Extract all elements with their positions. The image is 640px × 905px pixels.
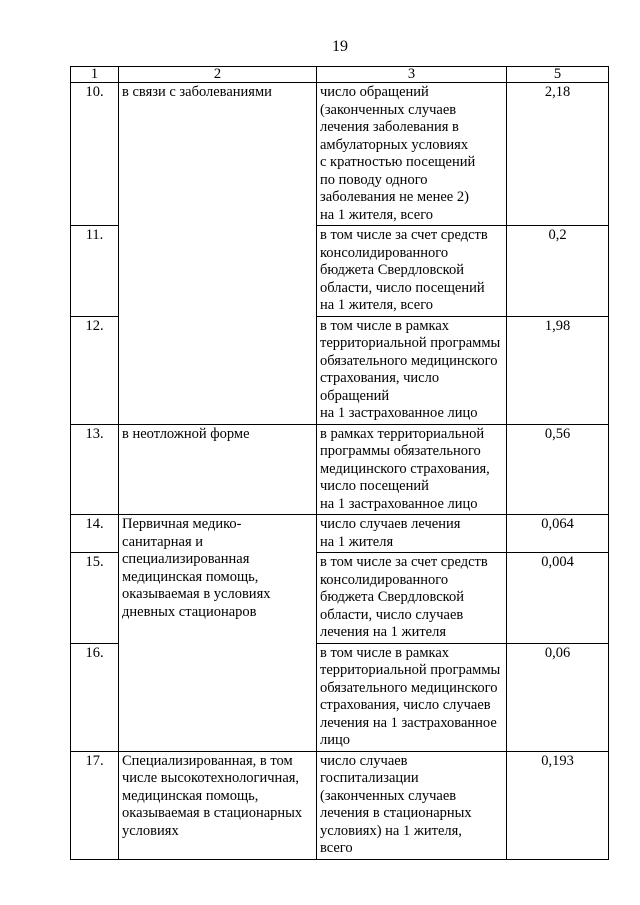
row-number: 13. bbox=[71, 424, 119, 515]
value-cell: 2,18 bbox=[507, 83, 609, 226]
row-number: 16. bbox=[71, 643, 119, 751]
row-number: 10. bbox=[71, 83, 119, 226]
indicator-cell: в том числе за счет средств консолидированного бюджета Свердловской области, число случаев лечения на 1 жителя bbox=[317, 553, 507, 644]
header-col-2: 2 bbox=[119, 67, 317, 83]
care-type-cell: в неотложной форме bbox=[119, 424, 317, 515]
indicators-table bbox=[70, 66, 609, 860]
row-number: 15. bbox=[71, 553, 119, 644]
indicator-cell: число случаев госпитализации (законченных случаев лечения в стационарных условиях) на 1 жителя, всего bbox=[317, 751, 507, 859]
value-cell: 1,98 bbox=[507, 316, 609, 424]
indicator-cell: в рамках территориальной программы обязательного медицинского страхования, число посещений на 1 застрахованное лицо bbox=[317, 424, 507, 515]
indicator-cell: в том числе в рамках территориальной программы обязательного медицинского страхования, число обращений на 1 застрахованное лицо bbox=[317, 316, 507, 424]
value-cell: 0,193 bbox=[507, 751, 609, 859]
indicator-cell: в том числе в рамках территориальной программы обязательного медицинского страхования, число случаев лечения на 1 застрахованное лицо bbox=[317, 643, 507, 751]
row-number: 17. bbox=[71, 751, 119, 859]
indicator-cell: число случаев лечения на 1 жителя bbox=[317, 515, 507, 553]
table-header-row bbox=[71, 67, 609, 83]
row-number: 11. bbox=[71, 226, 119, 317]
value-cell: 0,064 bbox=[507, 515, 609, 553]
header-col-1: 1 bbox=[71, 67, 119, 83]
value-cell: 0,06 bbox=[507, 643, 609, 751]
value-cell: 0,004 bbox=[507, 553, 609, 644]
header-col-3: 3 bbox=[317, 67, 507, 83]
header-col-5: 5 bbox=[507, 67, 609, 83]
table-row bbox=[71, 424, 609, 515]
row-number: 14. bbox=[71, 515, 119, 553]
value-cell: 0,2 bbox=[507, 226, 609, 317]
row-number: 12. bbox=[71, 316, 119, 424]
care-type-cell: Первичная медико- санитарная и специализированная медицинская помощь, оказываемая в условиях дневных стационаров bbox=[119, 515, 317, 752]
indicator-cell: число обращений (законченных случаев лечения заболевания в амбулаторных условиях с кратностью посещений по поводу одного заболевания не менее 2) на 1 жителя, всего bbox=[317, 83, 507, 226]
care-type-cell: в связи с заболеваниями bbox=[119, 83, 317, 425]
table-row bbox=[71, 83, 609, 226]
indicator-cell: в том числе за счет средств консолидированного бюджета Свердловской области, число посещений на 1 жителя, всего bbox=[317, 226, 507, 317]
table-row bbox=[71, 751, 609, 859]
care-type-cell: Специализированная, в том числе высокотехнологичная, медицинская помощь, оказываемая в стационарных условиях bbox=[119, 751, 317, 859]
page-number: 19 bbox=[332, 38, 348, 55]
table-row bbox=[71, 515, 609, 553]
value-cell: 0,56 bbox=[507, 424, 609, 515]
